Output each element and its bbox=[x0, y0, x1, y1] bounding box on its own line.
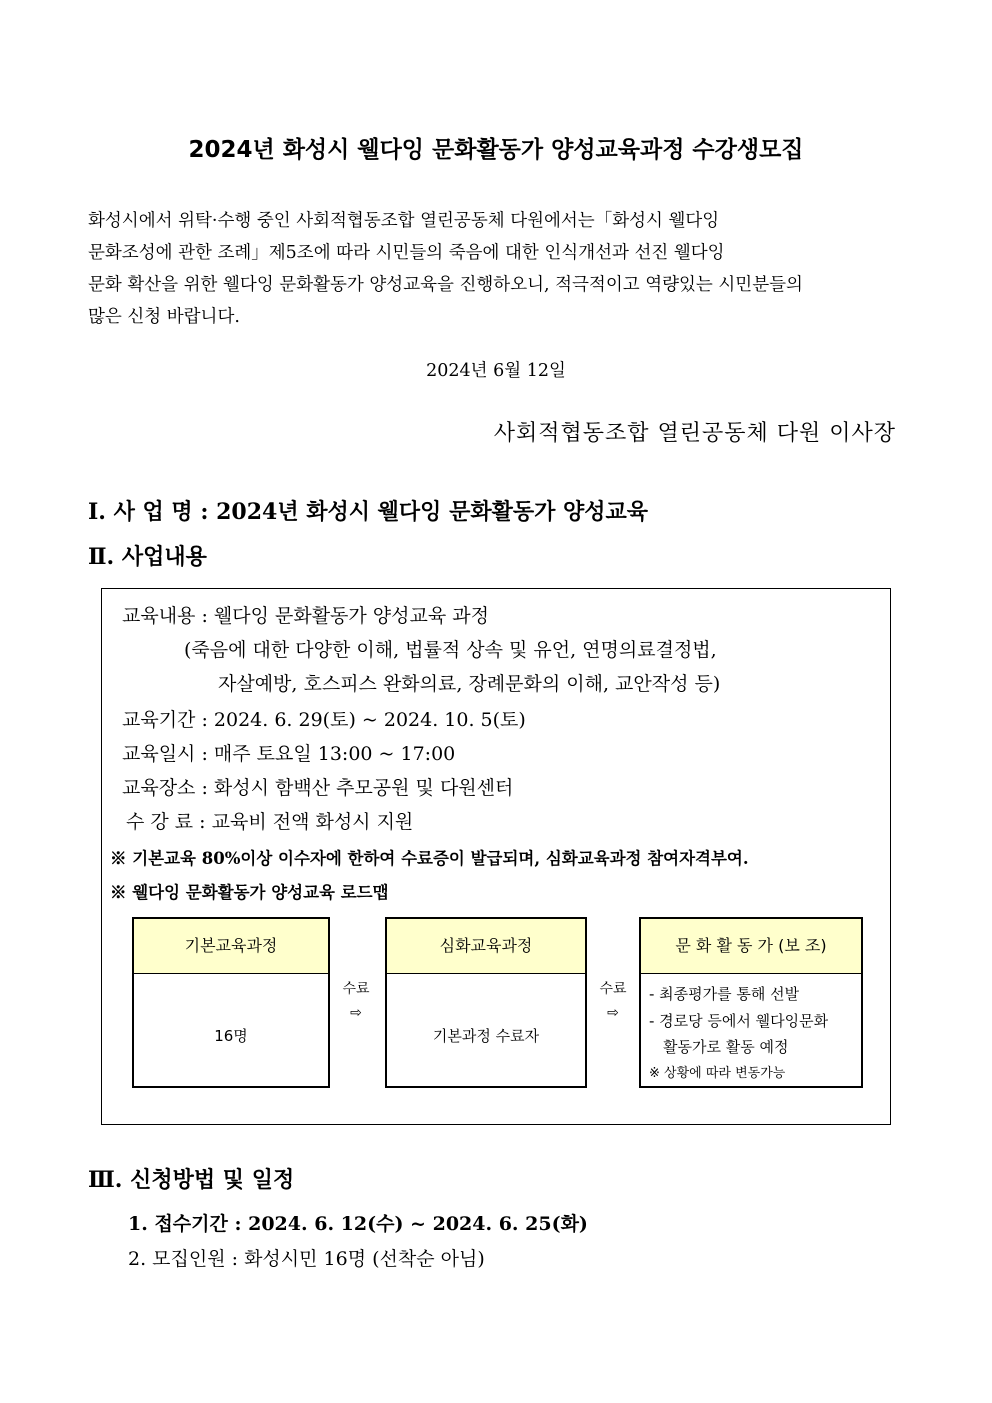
roadmap-stage-note: ※ 상황에 따라 변동가능 bbox=[649, 1066, 786, 1081]
education-period: 교육기간 : 2024. 6. 29(토) ~ 2024. 10. 5(토) bbox=[122, 709, 526, 731]
page-title: 2024년 화성시 웰다잉 문화활동가 양성교육과정 수강생모집 bbox=[188, 137, 804, 163]
roadmap-arrow bbox=[593, 977, 633, 1025]
roadmap-stage-title: 기본교육과정 bbox=[134, 919, 328, 974]
recruitment-count: 2. 모집인원 : 화성시민 16명 (선착순 아님) bbox=[128, 1248, 485, 1270]
content-box bbox=[101, 588, 891, 1125]
issue-date: 2024년 6월 12일 bbox=[426, 361, 566, 381]
section-heading-project-name: Ⅰ. 사 업 명 : 2024년 화성시 웰다잉 문화활동가 양성교육 bbox=[88, 499, 649, 525]
roadmap-stage-activist bbox=[639, 917, 863, 1088]
roadmap-stage-line: - 최종평가를 통해 선발 bbox=[649, 985, 800, 1003]
roadmap-heading: ※ 웰다잉 문화활동가 양성교육 로드맵 bbox=[110, 883, 389, 902]
roadmap-stage-advanced bbox=[385, 917, 587, 1088]
roadmap-arrow bbox=[336, 977, 376, 1025]
intro-paragraph bbox=[88, 205, 910, 333]
education-location: 교육장소 : 화성시 함백산 추모공원 및 다원센터 bbox=[122, 777, 514, 799]
tuition: 수 강 료 : 교육비 전액 화성시 지원 bbox=[126, 811, 414, 833]
intro-line: 화성시에서 위탁·수행 중인 사회적협동조합 열린공동체 다원에서는「화성시 웰다잉 bbox=[88, 211, 720, 231]
application-period: 1. 접수기간 : 2024. 6. 12(수) ~ 2024. 6. 25(화) bbox=[128, 1213, 588, 1235]
arrow-label: 수료 bbox=[342, 981, 370, 997]
roadmap-stage-line: 활동가로 활동 예정 bbox=[663, 1038, 789, 1056]
education-schedule: 교육일시 : 매주 토요일 13:00 ~ 17:00 bbox=[122, 743, 456, 765]
arrow-label: 수료 bbox=[599, 981, 627, 997]
arrow-right-icon: ⇨ bbox=[607, 1005, 619, 1021]
intro-line: 많은 신청 바랍니다. bbox=[88, 307, 240, 327]
certificate-note: ※ 기본교육 80%이상 이수자에 한하여 수료증이 발급되며, 심화교육과정 참여자격부여. bbox=[110, 849, 749, 868]
roadmap-stage-title: 문 화 활 동 가 (보 조) bbox=[641, 919, 861, 974]
roadmap-stage-line: - 경로당 등에서 웰다잉문화 bbox=[649, 1012, 829, 1030]
roadmap-stage-basic bbox=[132, 917, 330, 1088]
education-content-detail: (죽음에 대한 다양한 이해, 법률적 상속 및 유언, 연명의료결정법, bbox=[184, 639, 717, 661]
section-heading-project-content: Ⅱ. 사업내용 bbox=[88, 544, 207, 570]
roadmap-stage-title: 심화교육과정 bbox=[387, 919, 585, 974]
roadmap-stage-body: 기본과정 수료자 bbox=[432, 1027, 540, 1045]
education-content: 교육내용 : 웰다잉 문화활동가 양성교육 과정 bbox=[122, 605, 489, 627]
arrow-right-icon: ⇨ bbox=[350, 1005, 362, 1021]
intro-line: 문화 확산을 위한 웰다잉 문화활동가 양성교육을 진행하오니, 적극적이고 역량있는 시민분들의 bbox=[88, 275, 803, 295]
section-heading-application: Ⅲ. 신청방법 및 일정 bbox=[88, 1167, 295, 1193]
roadmap-stage-body: 16명 bbox=[214, 1027, 248, 1045]
education-content-detail: 자살예방, 호스피스 완화의료, 장례문화의 이해, 교안작성 등) bbox=[218, 673, 721, 695]
intro-line: 문화조성에 관한 조례」제5조에 따라 시민들의 죽음에 대한 인식개선과 선진 웰다잉 bbox=[88, 243, 725, 263]
issuer-name: 사회적협동조합 열린공동체 다원 이사장 bbox=[493, 421, 896, 446]
